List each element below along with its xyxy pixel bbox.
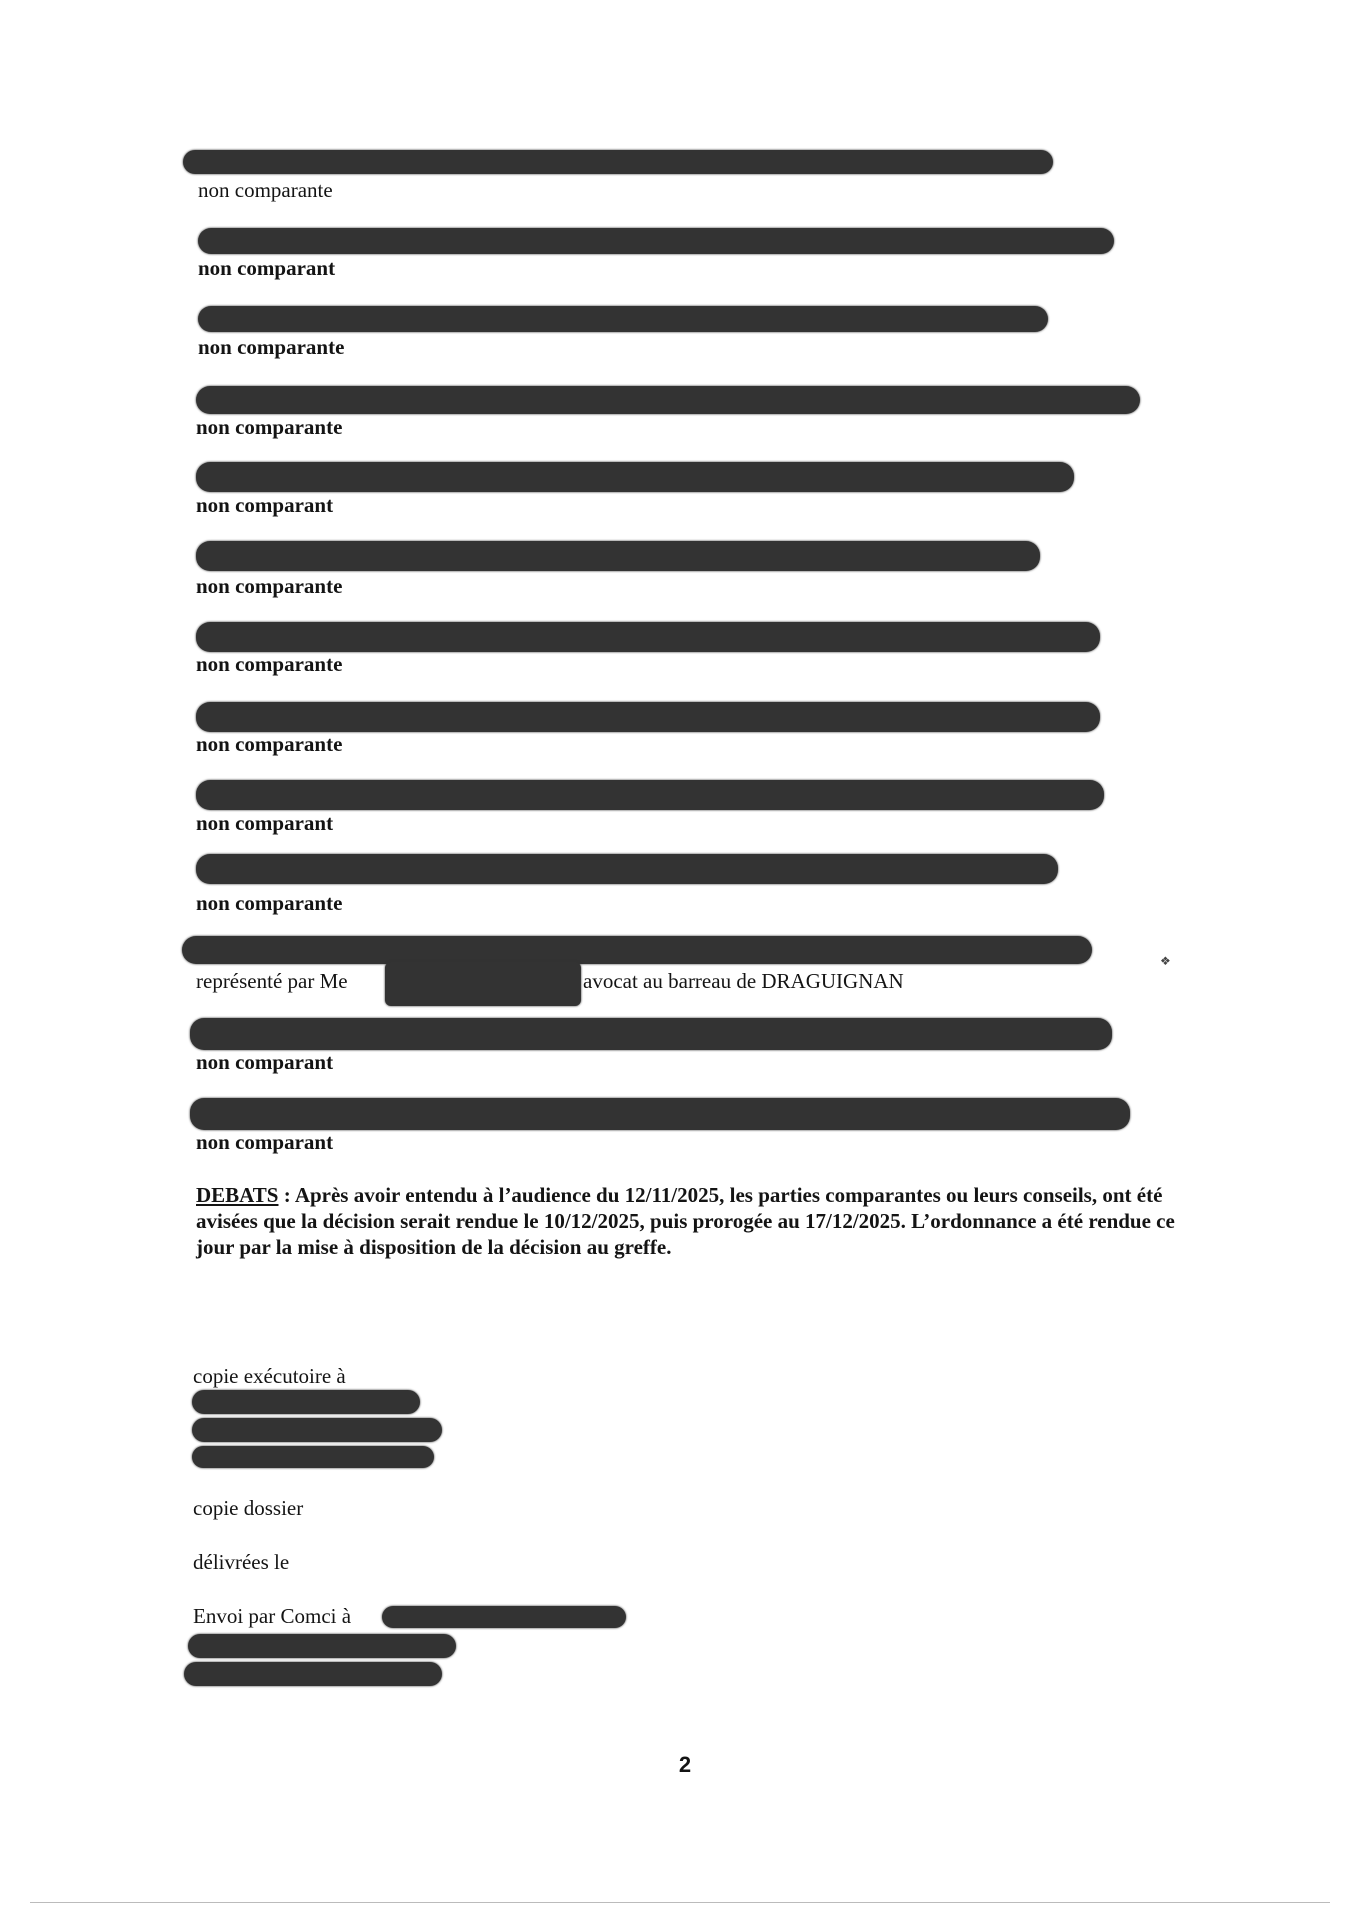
debats-paragraph <box>196 1182 1186 1260</box>
delivrees-label: délivrées le <box>193 1550 290 1574</box>
copie-executoire-label: copie exécutoire à <box>193 1364 346 1388</box>
redaction-bar <box>190 1098 1130 1130</box>
scan-edge-line <box>30 1902 1330 1903</box>
party-status: non comparante <box>198 335 345 359</box>
copie-dossier-label: copie dossier <box>193 1496 304 1520</box>
redaction-lawyer-name <box>385 962 581 1006</box>
redaction-bar <box>190 1018 1112 1050</box>
party-status: non comparant <box>196 1130 334 1154</box>
party-status: non comparante <box>196 574 343 598</box>
party-status: non comparant <box>196 811 334 835</box>
redaction-bar <box>196 462 1074 492</box>
debats-label: DEBATS <box>196 1183 279 1207</box>
redaction-bar <box>192 1446 434 1468</box>
redaction-bar <box>196 541 1040 571</box>
debats-text: : Après avoir entendu à l’audience du 12/11/2025, les parties comparantes ou leurs conseils, ont été avisées que la décision serait rendue le 10/12/2025, puis prorogée au 17/12/2025. L’ordonnance a été rendue ce jour par la mise à disposition de la décision au greffe. <box>196 1183 1175 1259</box>
represented-prefix: représenté par Me <box>196 969 348 993</box>
redaction-bar <box>192 1390 420 1414</box>
redaction-bar <box>182 936 1092 964</box>
redaction-bar <box>184 1662 442 1686</box>
redaction-bar <box>196 622 1100 652</box>
redaction-bar <box>183 150 1053 174</box>
redaction-bar <box>196 386 1140 414</box>
redaction-bar <box>196 780 1104 810</box>
envoi-comci-label: Envoi par Comci à <box>193 1604 352 1628</box>
redaction-bar <box>382 1606 626 1628</box>
redaction-bar <box>198 306 1048 332</box>
page-number: 2 <box>678 1752 692 1777</box>
party-status: non comparante <box>196 652 343 676</box>
scan-speck: ❖ <box>1160 954 1171 968</box>
redaction-bar <box>192 1418 442 1442</box>
redaction-bar <box>196 854 1058 884</box>
redaction-bar <box>198 228 1114 254</box>
party-status: non comparante <box>196 415 343 439</box>
party-status: non comparant <box>196 493 334 517</box>
party-status: non comparante <box>196 732 343 756</box>
party-status: non comparante <box>196 891 343 915</box>
redaction-bar <box>188 1634 456 1658</box>
party-status: non comparante <box>198 178 333 202</box>
represented-suffix: avocat au barreau de DRAGUIGNAN <box>583 969 904 993</box>
party-status: non comparant <box>198 256 336 280</box>
redaction-bar <box>196 702 1100 732</box>
party-status: non comparant <box>196 1050 334 1074</box>
